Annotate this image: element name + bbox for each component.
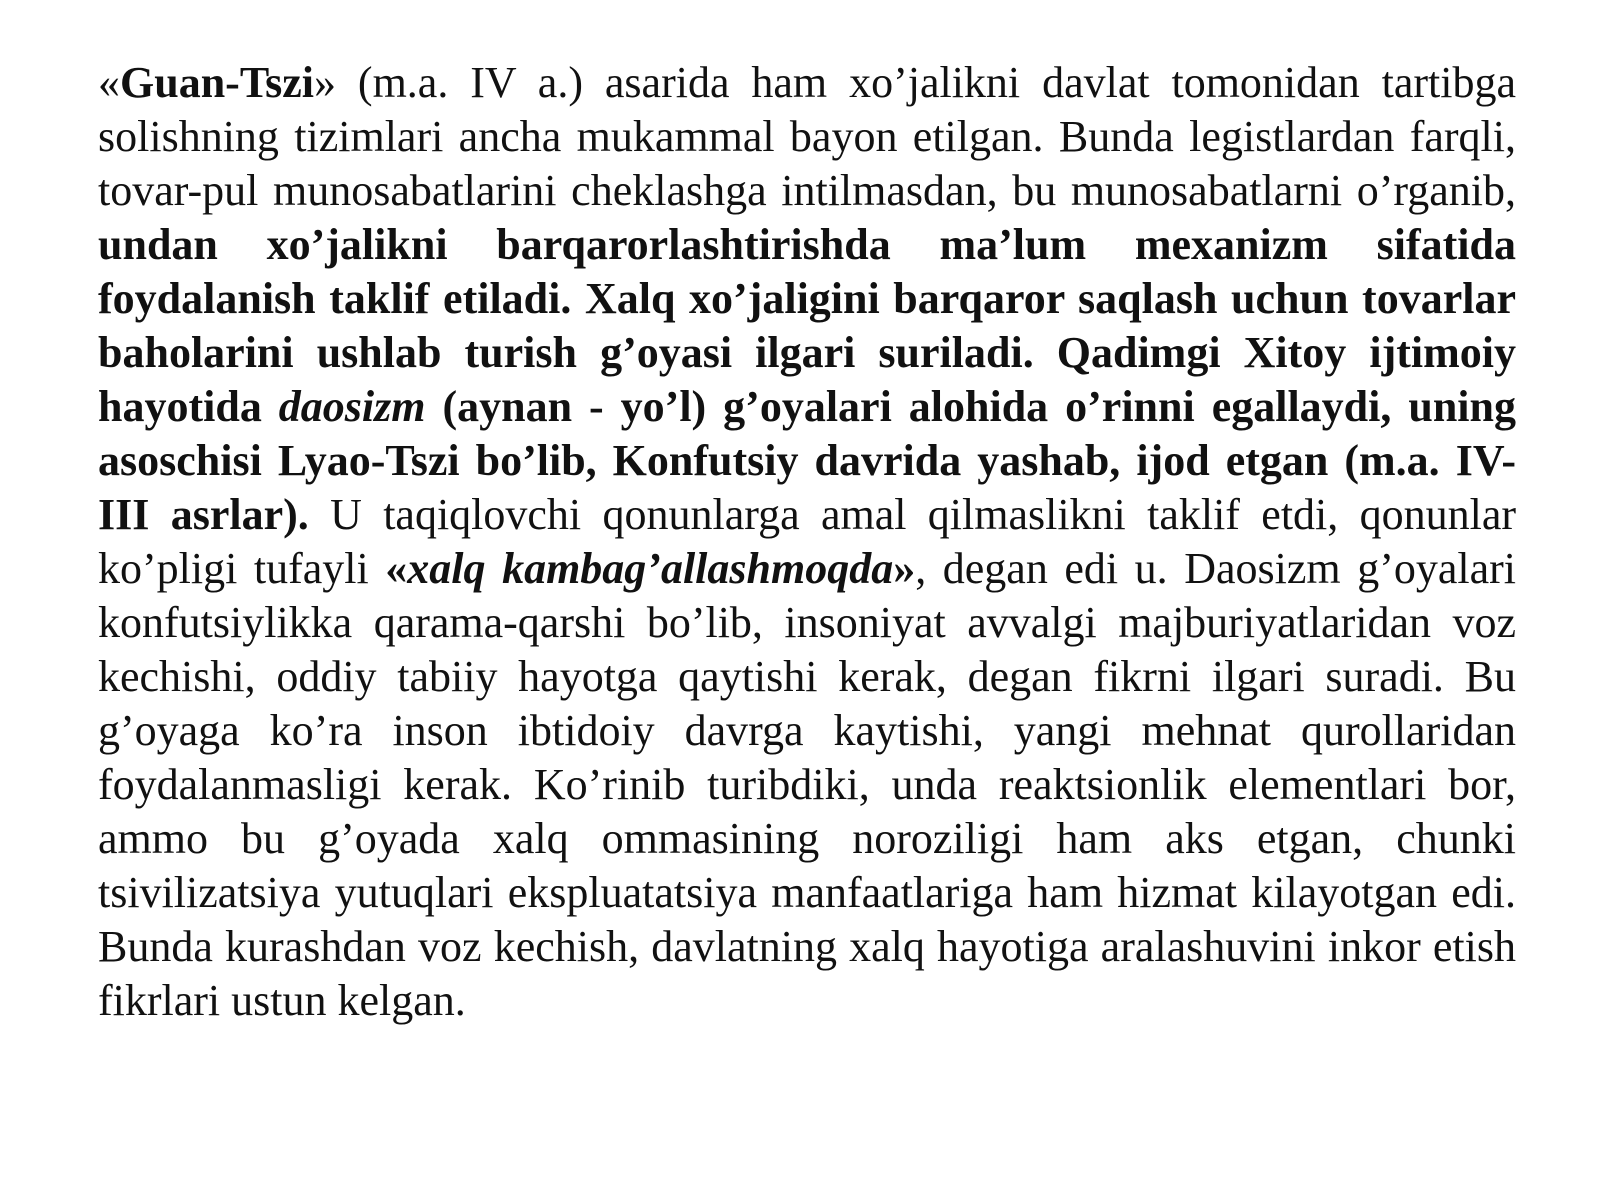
- text-segment-2: U taqiqlovchi qonunlarga amal qilmaslikni taklif etdi, qonunlar ko’pligi tufayli: [98, 490, 1516, 593]
- title-guan-tszi: Guan-Tszi: [120, 58, 315, 107]
- quote-xalq-kambagallashmoqda: xalq kambag’allashmoqda: [407, 544, 894, 593]
- bold-segment-2: (aynan - yo’l) g’oyalari alohida o’rinni egallaydi, uning asoschisi Lyao-Tszi bo’lib, Konfutsiy davrida yashab, ijod etgan (m.a. IV-III asrlar).: [98, 382, 1516, 539]
- term-daosizm: daosizm: [278, 382, 426, 431]
- quote-open: «: [98, 58, 120, 107]
- quote-open-2: «: [385, 544, 408, 593]
- text-segment-3: , degan edi u. Daosizm g’oyalari konfutsiylikka qarama-qarshi bo’lib, insoniyat avvalgi majburiyatlaridan voz kechishi, oddiy tabiiy hayotga qaytishi kerak, degan fikrni ilgari suradi. Bu g’oyaga ko’ra inson ibtidoiy davrga kaytishi, yangi mehnat qurollaridan foydalanmasligi kerak. Ko’rinib turibdiki, unda reaktsionlik elementlari bor, ammo bu g’oyada xalq ommasining noroziligi ham aks etgan, chunki tsivilizatsiya yutuqlari ekspluatatsiya manfaatlariga ham hizmat kilayotgan edi. Bunda kurashdan voz kechish, davlatning xalq hayotiga aralashuvini inkor etish fikrlari ustun kelgan.: [98, 544, 1517, 1025]
- text-segment-1: » (m.a. IV a.) asarida ham xo’jalikni davlat tomonidan tartibga solishning tizimlari ancha mukammal bayon etilgan. Bunda legistlardan farqli, tovar-pul munosabatlarini cheklashga intilmasdan, bu munosabatlarni o’rganib,: [98, 58, 1516, 215]
- bold-segment-1: undan xo’jalikni barqarorlashtirishda ma’lum mexanizm sifatida foydalanish taklif etiladi. Xalq xo’jaligini barqaror saqlash uchun tovarlar baholarini ushlab turish g’oyasi ilgari suriladi. Qadimgi Xitoy ijtimoiy hayotida: [98, 220, 1516, 431]
- quote-close-2: »: [893, 544, 916, 593]
- body-paragraph: [98, 56, 1516, 1028]
